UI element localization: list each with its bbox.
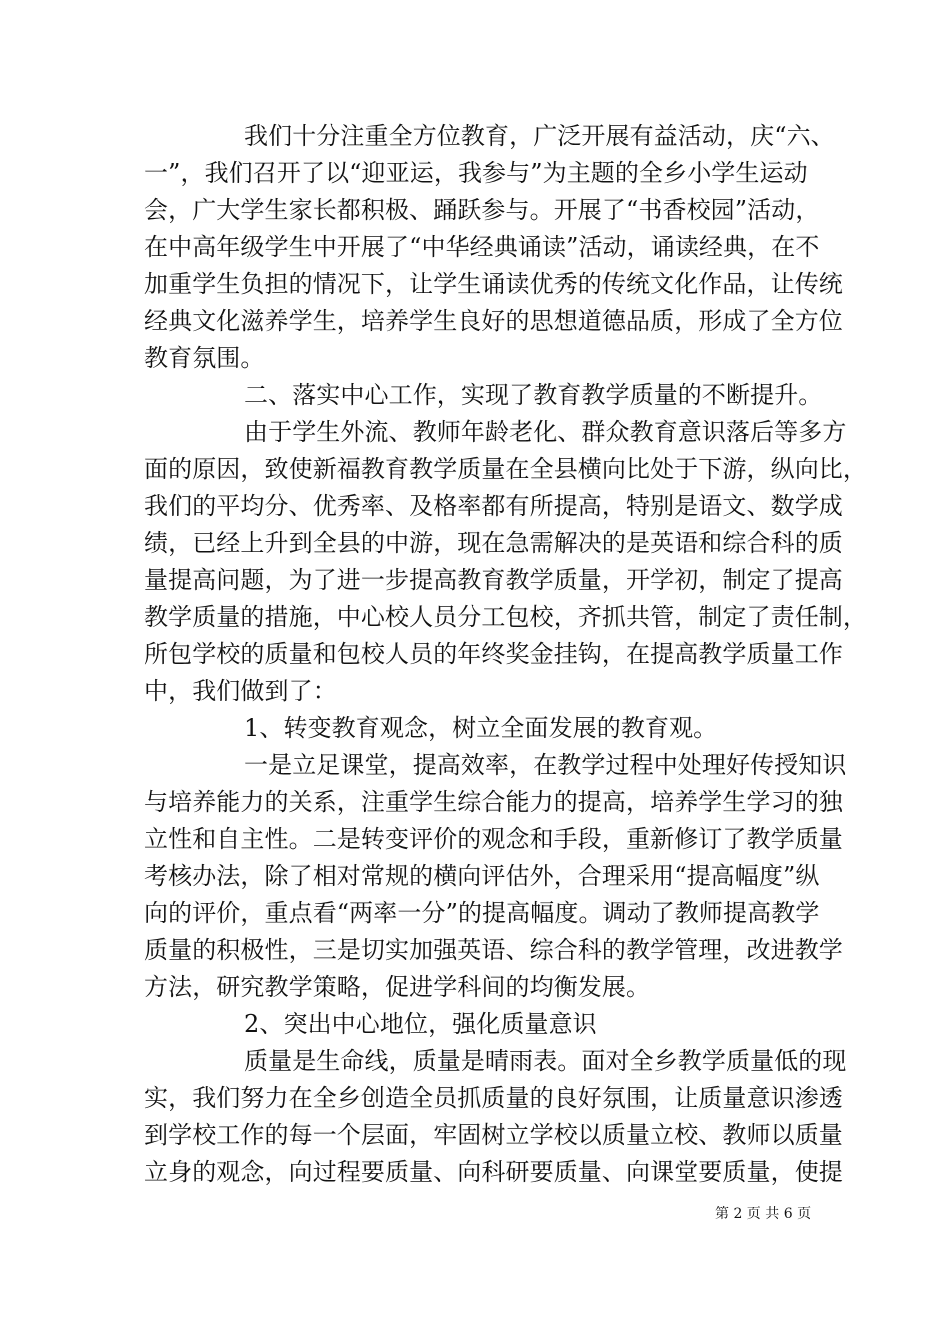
text-line: 绩，已经上升到全县的中游，现在急需解决的是英语和综合科的质 (144, 529, 843, 557)
subsection-heading: 2、突出中心地位，强化质量意识 (244, 1010, 597, 1038)
text-line: 质量是生命线，质量是晴雨表。面对全乡教学质量低的现 (244, 1047, 847, 1075)
text-line: 一是立足课堂，提高效率，在教学过程中处理好传授知识 (244, 751, 847, 779)
text-line: 由于学生外流、教师年龄老化、群众教育意识落后等多方 (244, 418, 847, 446)
text-line: 我们的平均分、优秀率、及格率都有所提高，特别是语文、数学成 (144, 492, 843, 520)
text-line: 所包学校的质量和包校人员的年终奖金挂钩，在提高教学质量工作 (144, 640, 843, 668)
text-line: 我们十分注重全方位教育，广泛开展有益活动，庆“六、 (244, 122, 835, 150)
text-line: 实，我们努力在全乡创造全员抓质量的良好氛围，让质量意识渗透 (144, 1084, 843, 1112)
text-line: 质量的积极性，三是切实加强英语、综合科的教学管理，改进教学 (144, 936, 843, 964)
text-line: 立身的观念，向过程要质量、向科研要质量、向课堂要质量，使提 (144, 1158, 843, 1186)
text-line: 中，我们做到了： (144, 677, 337, 705)
text-line: 方法，研究教学策略，促进学科间的均衡发展。 (144, 973, 651, 1001)
text-line: 与培养能力的关系，注重学生综合能力的提高，培养学生学习的独 (144, 788, 843, 816)
text-line: 加重学生负担的情况下，让学生诵读优秀的传统文化作品，让传统 (144, 270, 843, 298)
text-line: 考核办法，除了相对常规的横向评估外，合理采用“提高幅度”纵 (144, 862, 820, 890)
subsection-heading: 1、转变教育观念，树立全面发展的教育观。 (244, 714, 718, 742)
page-number-footer: 第 2 页 共 6 页 (715, 1206, 812, 1222)
section-heading: 二、落实中心工作，实现了教育教学质量的不断提升。 (244, 381, 823, 409)
text-line: 教育氛围。 (144, 344, 265, 372)
text-line: 在中高年级学生中开展了“中华经典诵读”活动，诵读经典，在不 (144, 233, 820, 261)
text-line: 教学质量的措施，中心校人员分工包校，齐抓共管，制定了责任制， (144, 603, 867, 631)
text-line: 会，广大学生家长都积极、踊跃参与。开展了“书香校园”活动， (144, 196, 820, 224)
text-line: 面的原因，致使新福教育教学质量在全县横向比处于下游，纵向比， (144, 455, 867, 483)
text-line: 到学校工作的每一个层面，牢固树立学校以质量立校、教师以质量 (144, 1121, 843, 1149)
text-line: 经典文化滋养学生，培养学生良好的思想道德品质，形成了全方位 (144, 307, 843, 335)
text-line: 量提高问题，为了进一步提高教育教学质量，开学初，制定了提高 (144, 566, 843, 594)
text-line: 立性和自主性。二是转变评价的观念和手段，重新修订了教学质量 (144, 825, 843, 853)
text-line: 一”，我们召开了以“迎亚运，我参与”为主题的全乡小学生运动 (144, 159, 808, 187)
text-line: 向的评价，重点看“两率一分”的提高幅度。调动了教师提高教学 (144, 899, 820, 927)
document-body (144, 118, 867, 1191)
